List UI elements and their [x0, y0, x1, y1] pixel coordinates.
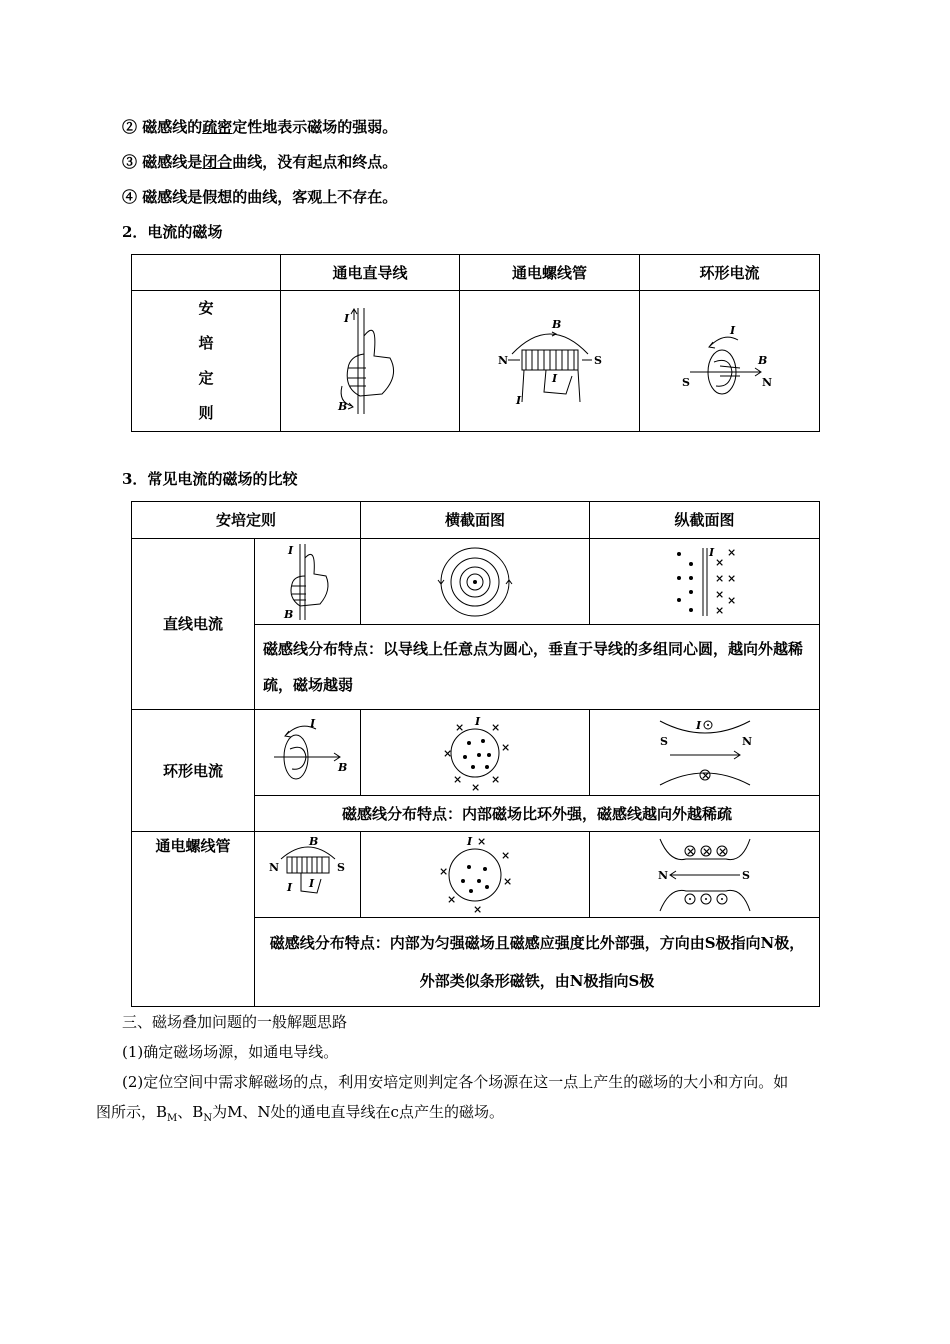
- svg-text:×: ×: [501, 740, 511, 754]
- svg-text:×: ×: [501, 848, 511, 862]
- svg-text:I: I: [729, 324, 735, 337]
- svg-text:×: ×: [726, 571, 736, 585]
- svg-text:I: I: [286, 880, 292, 894]
- svg-text:×: ×: [714, 603, 724, 617]
- section3-title: 3．常见电流的磁场的比较: [122, 470, 298, 488]
- svg-text:×: ×: [726, 593, 736, 607]
- svg-text:I: I: [475, 714, 481, 728]
- solenoid-cross-section: [361, 832, 590, 918]
- svg-text:×: ×: [473, 902, 483, 913]
- svg-text:B: B: [338, 400, 348, 413]
- ring-current-cross-section: [361, 710, 590, 796]
- svg-text:×: ×: [717, 844, 727, 858]
- svg-text:×: ×: [726, 545, 736, 559]
- svg-text:S: S: [593, 354, 602, 367]
- ampere-rule-label: 安 培 定 则: [132, 291, 281, 432]
- svg-text:I: I: [287, 543, 293, 557]
- svg-text:×: ×: [477, 836, 487, 848]
- straight-wire-hand-figure: [281, 291, 460, 432]
- svg-text:×: ×: [685, 844, 695, 858]
- step-1: (1)确定磁场场源，如通电导线。: [122, 1043, 339, 1061]
- svg-text:I: I: [308, 876, 314, 890]
- table1-header: 通电螺线管: [460, 255, 640, 291]
- svg-text:S: S: [741, 868, 750, 882]
- svg-text:×: ×: [491, 772, 501, 786]
- ring-current-rule-figure: [255, 710, 361, 796]
- ring-current-hand-figure: [640, 291, 820, 432]
- straight-current-cross-section: [361, 539, 590, 625]
- straight-current-longitudinal-section: [590, 539, 820, 625]
- svg-text:×: ×: [439, 864, 449, 878]
- svg-text:B: B: [308, 834, 318, 848]
- point-4: ④ 磁感线是假想的曲线，客观上不存在。: [122, 188, 398, 206]
- solenoid-description: 磁感线分布特点：内部为匀强磁场且磁感应强度比外部强，方向由S极指向N极，外部类似条形磁铁，由N极指向S极: [255, 918, 820, 1007]
- step-2-line1: (2)定位空间中需求解磁场的点，利用安培定则判定各个场源在这一点上产生的磁场的大小和方向。如: [122, 1073, 789, 1091]
- section-three-title: 三、磁场叠加问题的一般解题思路: [122, 1013, 348, 1031]
- svg-text:×: ×: [471, 780, 481, 791]
- svg-text:×: ×: [714, 587, 724, 601]
- section2-title: 2．电流的磁场: [122, 223, 223, 241]
- svg-text:I: I: [515, 394, 521, 407]
- svg-text:N: N: [657, 868, 668, 882]
- svg-text:I: I: [695, 718, 701, 732]
- ring-current-longitudinal-section: [590, 710, 820, 796]
- svg-text:N: N: [497, 354, 508, 367]
- field-comparison-table: [131, 501, 820, 1007]
- svg-text:×: ×: [453, 772, 463, 786]
- svg-text:B: B: [757, 354, 767, 367]
- svg-text:×: ×: [714, 555, 724, 569]
- solenoid-longitudinal-section: [590, 832, 820, 918]
- svg-text:×: ×: [503, 874, 513, 888]
- svg-text:N: N: [761, 376, 772, 389]
- svg-text:B: B: [337, 760, 347, 774]
- table1-corner: [132, 255, 281, 291]
- straight-current-label: 直线电流: [132, 539, 255, 710]
- ampere-rule-table: [131, 254, 820, 432]
- svg-text:N: N: [741, 734, 752, 748]
- straight-current-rule-figure: [255, 539, 361, 625]
- solenoid-hand-figure: [460, 291, 640, 432]
- ring-current-label: 环形电流: [132, 710, 255, 832]
- svg-text:B: B: [283, 607, 293, 621]
- svg-text:×: ×: [491, 720, 501, 734]
- straight-current-description: 磁感线分布特点：以导线上任意点为圆心，垂直于导线的多组同心圆，越向外越稀疏，磁场越弱: [255, 625, 820, 710]
- svg-text:S: S: [681, 376, 690, 389]
- svg-text:×: ×: [700, 768, 710, 782]
- solenoid-label: 通电螺线管: [132, 832, 255, 1007]
- svg-text:I: I: [309, 716, 315, 730]
- step-2-line2: 图所示，$B_M$、$B_N$为M、N处的通电直导线在c点产生的磁场。: [96, 1103, 504, 1124]
- table1-header: 环形电流: [640, 255, 820, 291]
- point-2: ② 磁感线的疏密定性地表示磁场的强弱。: [122, 118, 398, 136]
- solenoid-rule-figure: [255, 832, 361, 918]
- point-3: ③ 磁感线是闭合曲线，没有起点和终点。: [122, 153, 398, 171]
- svg-text:N: N: [268, 860, 279, 874]
- table2-header: 纵截面图: [590, 502, 820, 539]
- svg-text:I: I: [551, 372, 557, 385]
- svg-text:×: ×: [447, 892, 457, 906]
- svg-text:×: ×: [701, 844, 711, 858]
- svg-text:×: ×: [714, 571, 724, 585]
- svg-text:I: I: [344, 312, 350, 325]
- svg-text:B: B: [551, 318, 561, 331]
- table2-header: 安培定则: [132, 502, 361, 539]
- table1-header: 通电直导线: [281, 255, 460, 291]
- svg-text:I: I: [708, 545, 714, 559]
- ring-current-description: 磁感线分布特点：内部磁场比环外强，磁感线越向外越稀疏: [255, 796, 820, 832]
- svg-text:×: ×: [455, 720, 465, 734]
- svg-text:×: ×: [443, 746, 453, 760]
- svg-text:I: I: [467, 836, 473, 848]
- svg-text:S: S: [659, 734, 668, 748]
- svg-text:S: S: [336, 860, 345, 874]
- table2-header: 横截面图: [361, 502, 590, 539]
